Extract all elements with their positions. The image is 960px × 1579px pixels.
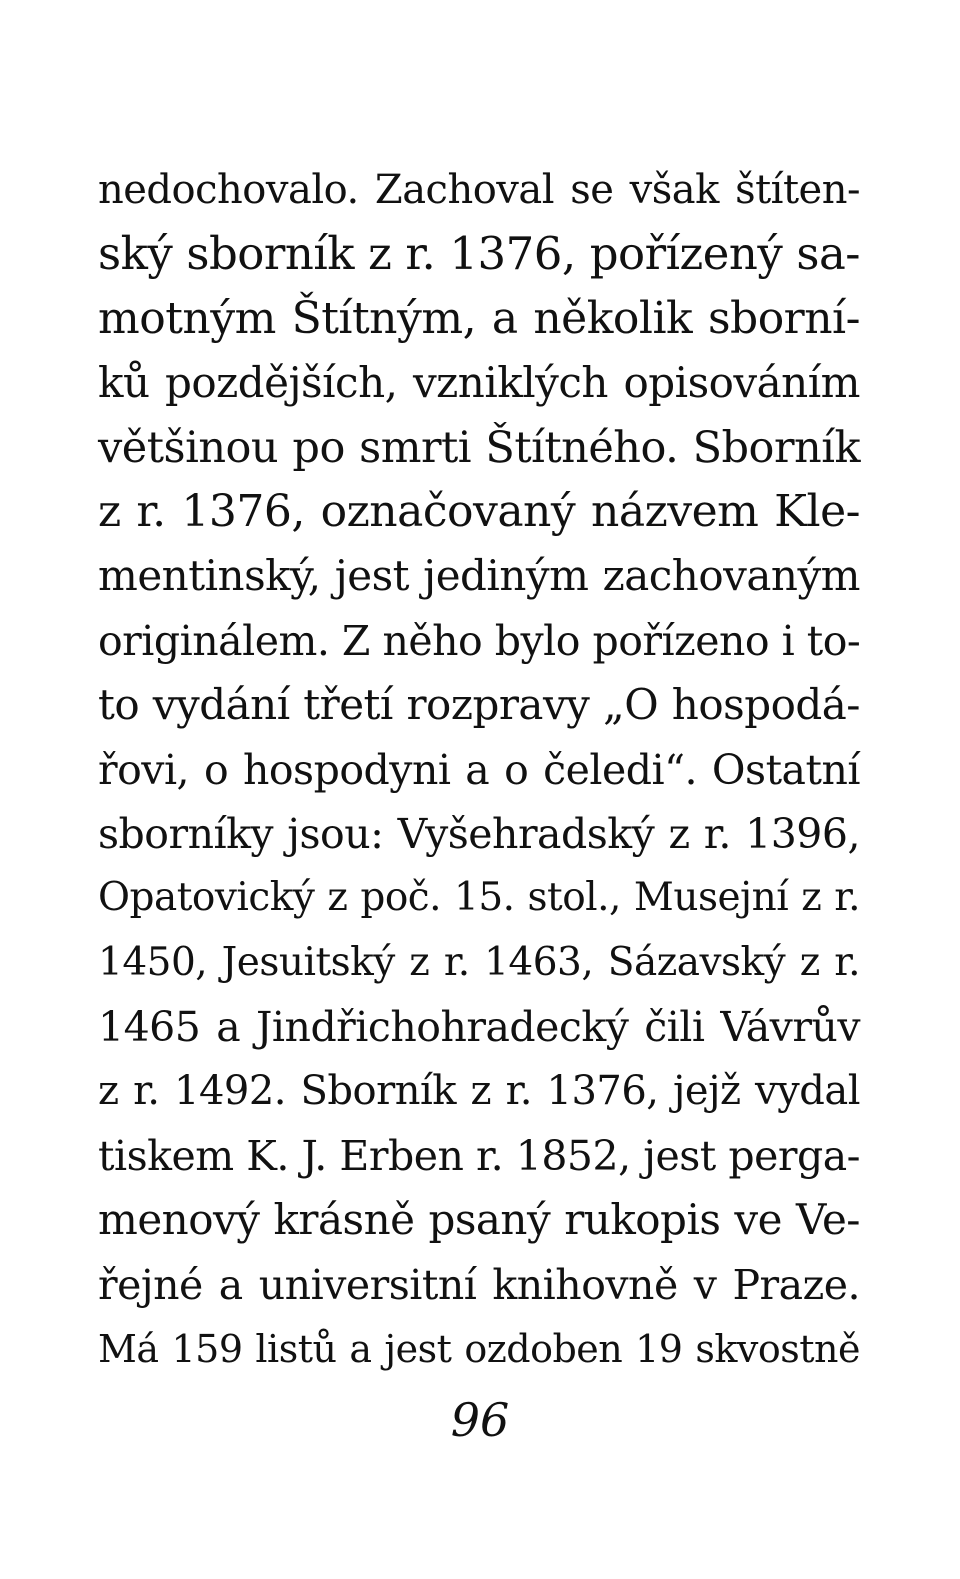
text-line: sborníky jsou: Vyšehradský z r. 1396, — [98, 809, 860, 858]
text-line: řovi, o hospodyni a o čeledi“. Ostatní — [98, 745, 860, 794]
text-line: menový krásně psaný rukopis ve Ve- — [98, 1195, 860, 1245]
text-line: motným Štítným, a několik sborní- — [98, 292, 860, 344]
text-line: většinou po smrti Štítného. Sborník — [98, 422, 860, 473]
text-line: mentinský, jest jediným zachovaným — [98, 551, 860, 601]
text-line: 1450, Jesuitský z r. 1463, Sázavský z r. — [98, 939, 860, 985]
text-line: nedochovalo. Zachoval se však štíten- — [98, 167, 860, 213]
text-line: řejné a universitní knihovně v Praze. — [98, 1260, 860, 1309]
text-line: tiskem K. J. Erben r. 1852, jest perga- — [98, 1131, 860, 1180]
text-line: Má 159 listů a jest ozdoben 19 skvostně — [98, 1327, 860, 1372]
text-line: 1465 a Jindřichohradecký čili Vávrův — [98, 1003, 860, 1052]
body-text — [98, 158, 860, 1381]
text-line: ků pozdějších, vzniklých opisováním — [98, 358, 860, 408]
text-line: z r. 1376, označovaný názvem Kle- — [98, 485, 860, 537]
text-line: Opatovický z poč. 15. stol., Musejní z r. — [98, 875, 860, 921]
page-number: 96 — [450, 1393, 510, 1447]
text-line: to vydání třetí rozpravy „O hospodá- — [98, 680, 860, 730]
text-line: ský sborník z r. 1376, pořízený sa- — [98, 227, 860, 281]
text-line: z r. 1492. Sborník z r. 1376, jejž vydal — [98, 1068, 860, 1115]
text-line: originálem. Z něho bylo pořízeno i to- — [98, 616, 861, 665]
